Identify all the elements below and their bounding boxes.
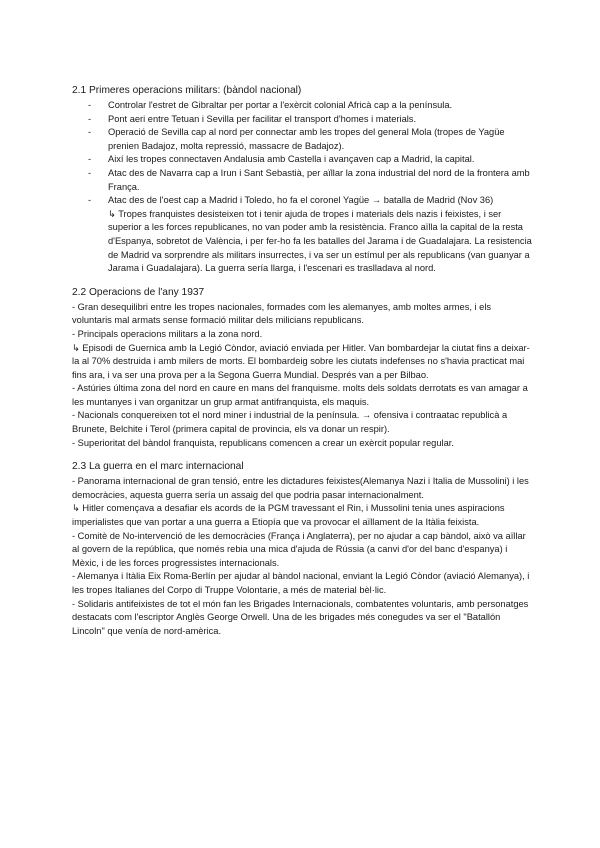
paragraph: - Nacionals conquereixen tot el nord miner i industrial de la península. → ofensiva i contraatac republicà a Brunete, Belchite i Terol (primera capital de provincia, els va donar un respir). <box>72 410 508 435</box>
section-2-3 <box>72 460 532 638</box>
paragraph: - Panorama internacional de gran tensió, entre les dictadures feixistes(Alemanya Nazi i Italia de Mussolini) i les democràcies, aquesta guerra sería un assaig del que podria pasar internacionalment. <box>72 476 529 500</box>
section-2-1 <box>72 84 532 276</box>
paragraph: - Comitè de No-intervenció de les democràcies (França i Anglaterra), per no ajudar a cap bàndol, això va aïllar al govern de la república, que només rebia una mica d'ajuda de Rússia (a canvi d'or del banc d'espanya) i Mèxic, i de les forces progressistes internacionals. <box>72 530 526 568</box>
paragraph: - Principals operacions militars a la zona nord. <box>72 328 263 339</box>
list-item: - Atac des de Navarra cap a Irun i Sant Sebastià, per aïllar la zona industrial del nord de la frontera amb França. <box>108 167 532 194</box>
paragraph: - Alemanya i Itàlia Eix Roma-Berlín per ajudar al bàndol nacional, enviant la Legió Còndor (aviació Alemanya), i les tropes Italianes del Corpo di Truppe Volontarie, a més de material bèl·lic. <box>72 571 530 595</box>
list-item: - Controlar l'estret de Gibraltar per portar a l'exèrcit colonial Africà cap a la península. <box>108 99 532 113</box>
paragraph: - Astúries última zona del nord en caure en mans del franquisme. molts dels soldats derrotats es van amagar a les muntanyes i van organitzar un grup armat antifranquista, els maquis. <box>72 383 528 407</box>
list-item: - Pont aeri entre Tetuan i Sevilla per facilitar el transport d'homes i materials. <box>108 113 532 127</box>
section-heading: 2.3 La guerra en el marc internacional <box>72 461 244 473</box>
list-item-text: - Atac des de l'oest cap a Madrid i Toledo, ho fa el coronel Yagüe → batalla de Madrid (Nov 36) <box>108 195 494 206</box>
paragraph: ↳ Episodi de Guernica amb la Legió Còndor, aviació enviada per Hitler. Van bombardejar la ciutat fins a deixar-la al 70% destruida i amb milers de morts. El bombardeig sobre les ciutats indefenses no s'havia practicat mai fins ara, i va ser una prova per a la Segona Guerra Mundial. Després van a per Bilbao. <box>72 342 530 380</box>
bullet-list <box>72 99 532 276</box>
sub-paragraph: ↳ Tropes franquistes desisteixen tot i tenir ajuda de tropes i materials dels nazis i feixistes, i ser superior a les forces republicanes, no van poder amb la resistència. Franco aïlla la capital de la resta d'Espanya, sobretot de València, i per fer-ho fa les batalles del Jarama i de Guadalajara. La resistencia de Madrid va sorprendre als militars insurrectes, i va ser un estímul per als republicans (van guanyar a Jarama i Guadalajara). La guerra sería llarga, i l'escenari es traslladava al nord. <box>108 208 532 274</box>
paragraph: - Solidaris antifeixistes de tot el món fan les Brigades Internacionals, combatentes voluntaris, amb personatges destacats com l'escriptor Anglès George Orwell. Una de les brigades més conegudes va ser el "Batallón Lincoln" que venía de nord-amèrica. <box>72 598 529 636</box>
paragraph: - Superioritat del bàndol franquista, republicans comencen a crear un exèrcit popular regular. <box>72 437 454 448</box>
list-item <box>108 194 532 276</box>
list-item: - Operació de Sevilla cap al nord per connectar amb les tropes del general Mola (tropes de Yagüe prenien Badajoz, molta repressió, massacre de Badajoz). <box>108 126 532 153</box>
list-item: - Així les tropes connectaven Andalusia amb Castella i avançaven cap a Madrid, la capital. <box>108 153 532 167</box>
section-heading: 2.1 Primeres operacions militars: (bàndol nacional) <box>72 85 302 96</box>
paragraph: ↳ Hitler començava a desafiar els acords de la PGM travessant el Rin, i Mussolini tenia unes aspiracions imperialistes que van portar a una guerra a Etiopía que va provocar el aïllament de la Itàlia feixista. <box>72 503 505 528</box>
document-content <box>72 84 532 648</box>
paragraph: - Gran desequilibri entre les tropes nacionales, formades com les alemanyes, amb moltes armes, i els voluntaris mal armats sense formació militar dels milicians republicans. <box>72 301 492 326</box>
section-2-2 <box>72 286 532 451</box>
section-heading: 2.2 Operacions de l'any 1937 <box>72 286 205 298</box>
